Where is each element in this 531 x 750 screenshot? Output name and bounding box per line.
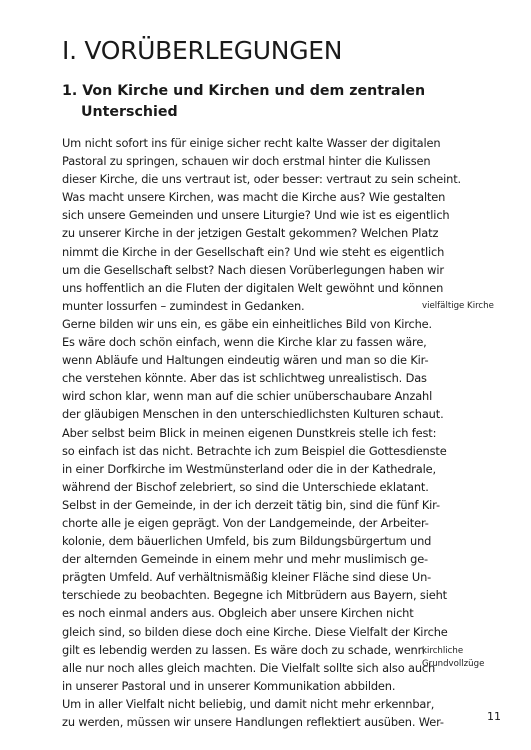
body-line: dieser Kirche, die uns vertraut ist, oder besser: vertraut zu sein scheint. [62, 172, 461, 187]
margin-note-line: kirchliche [422, 646, 464, 656]
margin-note-line: Grundvollzüge [422, 659, 485, 669]
page-number: 11 [487, 710, 501, 723]
body-line: alle nur noch alles gleich machten. Die Vielfalt sollte sich also auch [62, 660, 436, 675]
body-line: Selbst in der Gemeinde, in der ich derzeit tätig bin, sind die fünf Kir- [62, 497, 440, 512]
body-line: Was macht unsere Kirchen, was macht die Kirche aus? Wie gestalten [62, 190, 446, 205]
body-line: Um nicht sofort ins für einige sicher recht kalte Wasser der digitalen [62, 136, 441, 150]
body-line: in einer Dorfkirche im Westmünsterland oder die in der Kathedrale, [62, 461, 436, 476]
body-line: wenn Abläufe und Haltungen eindeutig wären und man so die Kir- [62, 353, 429, 368]
body-line: nimmt die Kirche in der Gesellschaft ein? Und wie steht es eigentlich [62, 244, 445, 259]
body-line: Gerne bilden wir uns ein, es gäbe ein einheitliches Bild von Kirche. [62, 316, 433, 331]
body-line: prägten Umfeld. Auf verhältnismäßig kleiner Fläche sind diese Un- [62, 570, 432, 585]
body-line: wird schon klar, wenn man auf die schier unüberschaubare Anzahl [62, 389, 433, 404]
body-line: zu unserer Kirche in der jetzigen Gestalt gekommen? Welchen Platz [62, 226, 439, 241]
body-line: der gläubigen Menschen in den unterschiedlichsten Kulturen schaut. [62, 407, 444, 422]
body-line: terschiede zu beobachten. Begegne ich Mitbrüdern aus Bayern, sieht [62, 588, 447, 603]
body-line: Pastoral zu springen, schauen wir doch erstmal hinter die Kulissen [62, 154, 431, 169]
chapter-title: I. VORÜBERLEGUNGEN [62, 36, 343, 65]
body-line: Um in aller Vielfalt nicht beliebig, und damit nicht mehr erkennbar, [62, 696, 435, 711]
body-line: gilt es lebendig werden zu lassen. Es wäre doch zu schade, wenn [62, 642, 425, 657]
section-title-line: 1. Von Kirche und Kirchen und dem zentralen [62, 83, 426, 99]
body-line: chorte alle je eigen geprägt. Von der Landgemeinde, der Arbeiter- [62, 515, 429, 530]
margin-note-vielfaeltige-kirche [422, 300, 494, 313]
body-line: munter lossurfen – zumindest in Gedanken. [62, 298, 305, 313]
body-line: so einfach ist das nicht. Betrachte ich zum Beispiel die Gottesdienste [62, 443, 447, 458]
body-line: in unserer Pastoral und in unserer Kommunikation abbilden. [62, 678, 396, 693]
body-line: gleich sind, so bilden diese doch eine Kirche. Diese Vielfalt der Kirche [62, 624, 448, 639]
body-line: uns hoffentlich an die Fluten der digitalen Welt gewöhnt und können [62, 280, 444, 295]
section-title [62, 81, 425, 123]
body-line: che verstehen könnte. Aber das ist schlichtweg unrealistisch. Das [62, 371, 427, 386]
body-line: während der Bischof zelebriert, so sind die Unterschiede eklatant. [62, 479, 429, 494]
body-line: Es wäre doch schön einfach, wenn die Kirche klar zu fassen wäre, [62, 335, 427, 350]
body-line: Aber selbst beim Blick in meinen eigenen Dunstkreis stelle ich fest: [62, 425, 437, 440]
body-line: der alternden Gemeinde in einem mehr und mehr muslimisch ge- [62, 552, 429, 567]
body-line: sich unsere Gemeinden und unsere Liturgie? Und wie ist es eigentlich [62, 208, 450, 223]
section-title-line: Unterschied [81, 104, 178, 120]
body-line: zu werden, müssen wir unsere Handlungen reflektiert ausüben. Wer- [62, 715, 444, 729]
body-line: es noch einmal anders aus. Obgleich aber unsere Kirchen nicht [62, 606, 414, 621]
margin-note-line: vielfältige Kirche [422, 301, 494, 311]
body-line: um die Gesellschaft selbst? Nach diesen Vorüberlegungen haben wir [62, 262, 444, 277]
body-line: kolonie, dem bäuerlichen Umfeld, bis zum Bildungsbürgertum und [62, 534, 432, 549]
margin-note-grundvollzuege [422, 645, 484, 671]
